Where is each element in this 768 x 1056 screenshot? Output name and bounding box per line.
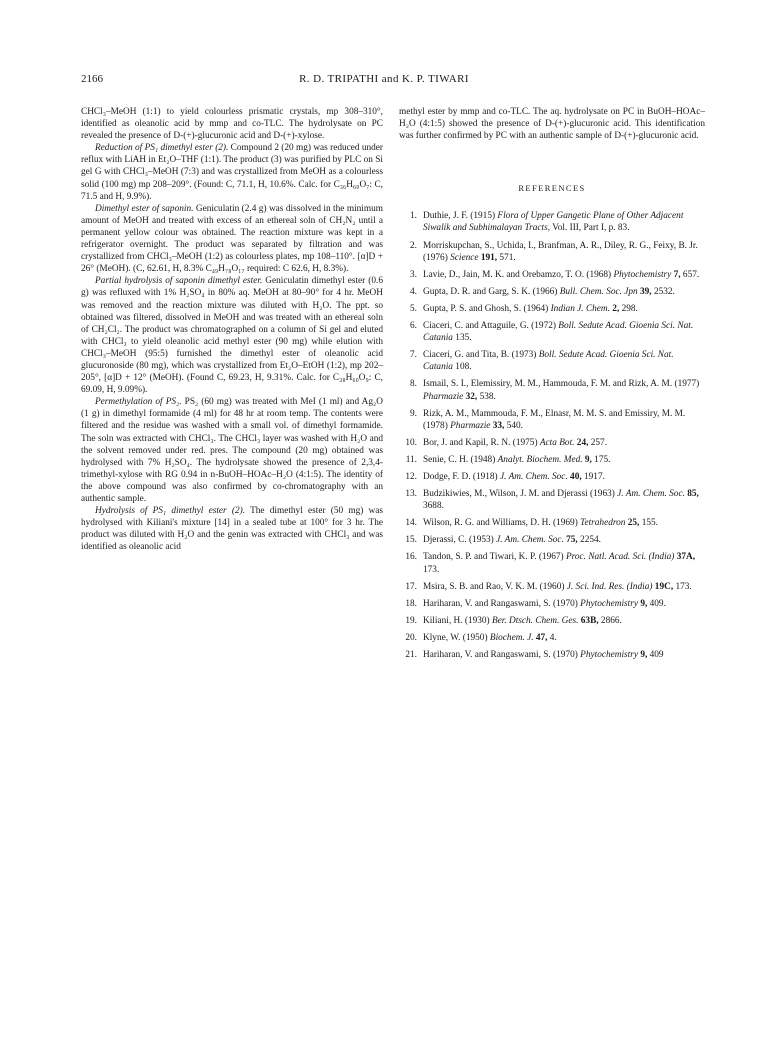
paragraph <box>81 275 383 396</box>
reference-text <box>423 632 705 644</box>
reference-item <box>399 378 705 402</box>
reference-item <box>399 240 705 264</box>
reference-journal: Phytochemistry <box>613 269 672 280</box>
reference-vol: 9, <box>582 454 592 465</box>
reference-number: 21. <box>405 650 417 660</box>
reference-journal: J. Am. Chem. Soc. <box>617 489 685 500</box>
reference-authors: Klyne, W. (1950) <box>423 632 490 643</box>
reference-vol: 32, <box>463 391 478 402</box>
reference-item <box>399 349 705 373</box>
reference-vol: 19C, <box>652 581 674 592</box>
reference-journal: Phytochemistry <box>580 598 639 609</box>
reference-text <box>423 598 705 610</box>
reference-text <box>423 408 705 432</box>
reference-text <box>423 488 705 512</box>
reference-item <box>399 454 705 466</box>
reference-rest: 409. <box>647 598 666 609</box>
reference-number: 11. <box>405 454 417 465</box>
run-in-heading: Partial hydrolysis of saponin dimethyl ester. <box>95 276 263 287</box>
reference-authors: Msira, S. B. and Rao, V. K. M. (1960) <box>423 581 567 592</box>
reference-text <box>423 517 705 529</box>
reference-journal: Bull. Chem. Soc. Jpn <box>559 286 638 297</box>
reference-text <box>423 454 705 466</box>
reference-text <box>423 615 705 627</box>
reference-authors: Budzikiwies, M., Wilson, J. M. and Djerassi (1963) <box>423 489 618 500</box>
run-in-heading: Dimethyl ester of saponin. <box>95 203 194 214</box>
reference-text <box>423 240 705 264</box>
reference-authors: Duthie, J. F. (1915) <box>423 211 498 222</box>
reference-journal: Science <box>450 252 479 263</box>
reference-journal: J. Sci. Ind. Res. (India) <box>566 581 653 592</box>
reference-number: 12. <box>405 471 417 482</box>
reference-item <box>399 551 705 575</box>
reference-vol: 37A, <box>674 552 696 563</box>
reference-number: 9. <box>410 408 417 419</box>
reference-rest: 538. <box>477 391 496 402</box>
reference-journal: Boll. Sedute Acad. Gioenia Sci. Nat. Catania <box>423 321 694 344</box>
reference-item <box>399 471 705 483</box>
reference-authors: Ismail, S. I., Elemissiry, M. M., Hammouda, F. M. and Rizk, A. M. (1977) <box>423 379 700 390</box>
reference-vol: 85, <box>684 489 699 500</box>
reference-authors: Ciaceri, C. and Attaguile, G. (1972) <box>423 321 559 332</box>
reference-item <box>399 269 705 281</box>
reference-text <box>423 349 705 373</box>
reference-item <box>399 534 705 546</box>
reference-vol: 2, <box>609 303 620 314</box>
reference-vol: 33, <box>490 420 505 431</box>
reference-number: 16. <box>405 552 417 563</box>
reference-authors: Wilson, R. G. and Williams, D. H. (1969) <box>423 518 581 529</box>
reference-journal: Flora of Upper Gangetic Plane of Other Adjacent Siwalik and Subhimalayan Tracts, <box>423 211 684 234</box>
reference-item <box>399 303 705 315</box>
reference-vol: 39, <box>637 286 652 297</box>
reference-item <box>399 581 705 593</box>
reference-text <box>423 437 705 449</box>
reference-number: 13. <box>405 489 417 500</box>
reference-number: 17. <box>405 581 417 592</box>
reference-rest: 173. <box>423 564 440 575</box>
run-in-heading: Permethylation of PS₂. <box>95 397 182 408</box>
reference-item <box>399 488 705 512</box>
reference-item <box>399 598 705 610</box>
reference-vol: 75, <box>563 535 578 546</box>
reference-text <box>423 649 705 661</box>
reference-rest: 155. <box>639 518 658 529</box>
reference-number: 10. <box>405 437 417 448</box>
reference-text <box>423 210 705 234</box>
reference-number: 18. <box>405 598 417 609</box>
reference-authors: Djerassi, C. (1953) <box>423 535 497 546</box>
reference-rest: 540. <box>504 420 523 431</box>
run-in-heading: Reduction of PS₁ dimethyl ester (2). <box>95 143 229 154</box>
paragraph <box>81 106 383 142</box>
paragraph-text: Geniculatin dimethyl ester (0.6 g) was refluxed with 1% H₂SO₄ in 80% aq. MeOH at 80–90° for 4 hr. MeOH was removed and the reaction mixture was diluted with H₂O. The ppt. so obtained was filtered, dissolved in MeOH and was treated with an ethereal soln of CH₂Cl₂. The product was chromatographed on a column of Si gel and eluted with CHCl₃ to yield oleanolic acid methyl ester (90 mg) while elution with CHCl₃–MeOH (95:5) furnished the dimethyl ester of oleanolic acid glucuronoside (80 mg), which was crystallized from Et₂O–EtOH (1:2), mp 202–205°, [α]D + 12° (MeOH). (Found C, 69.23, H, 9.31%. Calc. for C₃₈H₆₀O₉: C, 69.09, H, 9.09%). <box>81 276 383 396</box>
reference-rest: 657. <box>680 269 700 280</box>
reference-rest: 175. <box>591 454 611 465</box>
reference-text <box>423 378 705 402</box>
paragraph <box>81 396 383 505</box>
reference-number: 4. <box>410 286 417 297</box>
paragraph <box>81 142 383 202</box>
paragraph-text: CHCl₃–MeOH (1:1) to yield colourless prismatic crystals, mp 308–310°, identified as oleanolic acid by mmp and co-TLC. The hydrolysate on PC revealed the presence of D-(+)-glucuronic acid and D-(+)-xylose. <box>81 107 383 142</box>
reference-vol: 25, <box>625 518 640 529</box>
reference-rest: 135. <box>452 333 472 344</box>
reference-rest: 2532. <box>651 286 675 297</box>
reference-number: 2. <box>410 240 417 251</box>
references-heading: REFERENCES <box>518 183 586 194</box>
reference-journal: Biochem. J. <box>489 632 534 643</box>
reference-journal: Acta Bot. <box>539 437 575 448</box>
reference-vol: 191, <box>478 252 498 263</box>
reference-text <box>423 471 705 483</box>
reference-item <box>399 320 705 344</box>
reference-journal: Proc. Natl. Acad. Sci. (India) <box>565 552 675 563</box>
reference-rest: 3688. <box>423 501 444 512</box>
reference-item <box>399 615 705 627</box>
reference-journal: Analyt. Biochem. Med. <box>497 454 583 465</box>
reference-text <box>423 320 705 344</box>
reference-item <box>399 632 705 644</box>
reference-number: 1. <box>410 211 417 222</box>
paragraph <box>81 203 383 276</box>
reference-number: 15. <box>405 535 417 546</box>
run-in-heading: Hydrolysis of PS₁ dimethyl ester (2). <box>95 506 246 517</box>
paragraph-text: Compound 2 (20 mg) was reduced under reflux with LiAH in Et₂O–THF (1:1). The product (3) was purified by PLC on Si gel G with CHCl₃–MeOH (7:3) and was crystallized from MeOH as a colourless solid (100 mg) mp 208–209°. (Found: C, 71.1, H, 10.6%. Calc. for C₃₆H₆₀O₇: C, 71.5 and H, 9.9%). <box>81 143 384 202</box>
running-header: R. D. TRIPATHI and K. P. TIWARI <box>299 73 469 85</box>
reference-authors: Kiliani, H. (1930) <box>423 615 492 626</box>
reference-journal: Phytochemistry <box>580 650 639 660</box>
reference-authors: Tandon, S. P. and Tiwari, K. P. (1967) <box>423 552 566 563</box>
reference-vol: 47, <box>533 632 548 643</box>
reference-authors: Bor, J. and Kapil, R. N. (1975) <box>423 437 540 448</box>
reference-journal: Indian J. Chem. <box>550 303 610 314</box>
reference-journal: Tetrahedron <box>580 518 626 529</box>
reference-item <box>399 408 705 432</box>
reference-authors: Senie, C. H. (1948) <box>423 454 498 465</box>
reference-vol: 24, <box>574 437 589 448</box>
reference-text <box>423 286 705 298</box>
reference-rest: 173. <box>673 581 692 592</box>
reference-journal: J. Am. Chem. Soc. <box>496 535 564 546</box>
reference-rest: 298. <box>619 303 638 314</box>
reference-journal: Pharmazie <box>450 420 491 431</box>
reference-number: 7. <box>410 350 417 361</box>
reference-journal: J. Am. Chem. Soc. <box>499 471 568 482</box>
reference-text <box>423 534 705 546</box>
reference-rest: 409 <box>647 650 664 660</box>
reference-number: 14. <box>405 518 417 529</box>
reference-number: 20. <box>405 632 417 643</box>
paragraph <box>81 505 383 553</box>
reference-text <box>423 581 705 593</box>
right-column <box>399 106 705 666</box>
reference-vol: 7, <box>671 269 681 280</box>
reference-rest: 257. <box>588 437 608 448</box>
reference-number: 3. <box>410 269 417 280</box>
reference-authors: Morriskupchan, S., Uchida, I., Branfman, A. R., Diley, R. G., Feixy, B. Jr. (1976) <box>423 240 698 263</box>
paragraph-text: The dimethyl ester (50 mg) was hydrolysed with Kiliani's mixture [14] in a sealed tube at 100° for 3 hr. The product was diluted with H₂O and the genin was extracted with CHCl₃ and was identified as oleanolic acid <box>81 506 383 553</box>
reference-list <box>399 210 705 661</box>
reference-number: 19. <box>405 615 417 626</box>
reference-rest: 1917. <box>581 471 605 482</box>
reference-rest: 2866. <box>598 615 622 626</box>
reference-item <box>399 649 705 661</box>
reference-journal: Pharmazie <box>423 391 464 402</box>
reference-text <box>423 303 705 315</box>
paragraph-text: Geniculatin (2.4 g) was dissolved in the minimum amount of MeOH and treated with excess of an ethereal soln of CH₂N₂ until a permanent yellow colour was obtained. The reaction mixture was kept in a refrigerator overnight. The product was separated by filtration and was crystallized from CHCl₃–MeOH (1:2) as colourless plates, mp 108–110°. [α]D + 26° (MeOH). (C, 62.61, H, 8.3% C₄₉H₇₈O₁₇ required: C 62.6, H, 8.3%). <box>81 203 383 275</box>
reference-text <box>423 269 705 281</box>
reference-authors: Hariharan, V. and Rangaswami, S. (1970) <box>423 598 581 609</box>
reference-authors: Ciaceri, G. and Tita, B. (1973) <box>423 350 539 361</box>
reference-rest: 108. <box>452 362 472 373</box>
left-column <box>81 106 383 553</box>
reference-rest: 571. <box>497 252 516 263</box>
reference-rest: 2254. <box>577 535 602 546</box>
reference-authors: Rizk, A. M., Mammouda, F. M., Elnasr, M. M. S. and Emissiry, M. M. (1978) <box>423 408 686 431</box>
reference-number: 5. <box>410 303 417 314</box>
reference-authors: Lavie, D., Jain, M. K. and Orebamzo, T. O. (1968) <box>423 269 614 280</box>
paragraph-text: PS₂ (60 mg) was treated with MeI (1 ml) and Ag₂O (1 g) in dimethyl formamide (4 ml) for 48 hr at room temp. The contents were filtered and the residue was washed with a small vol. of dimethyl formamide. The soln was extracted with CHCl₃. The CHCl₃ layer was washed with H₂O and the solvent removed under red. pres. The compound (20 mg) obtained was hydrolysed with 7% H₂SO₄. The hydrolysate showed the presence of 2,3,4-trimethyl-xylose with RG 0.94 in n-BuOH–HOAc–H₂O (4:1:5). The identity of the above compound was also confirmed by co-chromatography with an authentic sample. <box>81 397 383 504</box>
reference-journal: Ber. Dtsch. Chem. Ges. <box>491 615 579 626</box>
reference-text <box>423 551 705 575</box>
reference-vol: 40, <box>567 471 582 482</box>
reference-item <box>399 437 705 449</box>
reference-item <box>399 517 705 529</box>
reference-number: 6. <box>410 321 417 332</box>
reference-item <box>399 210 705 234</box>
reference-authors: Dodge, F. D. (1918) <box>423 471 500 482</box>
paragraph-continuation: methyl ester by mmp and co-TLC. The aq. hydrolysate on PC in BuOH–HOAc–H₂O (4:1:5) showed the presence of D-(+)-glucuronic acid. This identification was further confirmed by PC with an authentic sample of D-(+)-glucuronic acid. <box>399 107 705 142</box>
reference-vol: 9, <box>638 650 648 660</box>
reference-item <box>399 286 705 298</box>
reference-rest: Vol. III, Part I, p. 83. <box>550 223 630 234</box>
reference-rest: 4. <box>547 632 557 643</box>
reference-journal: Boll. Sedute Acad. Gioenia Sci. Nat. Catania <box>423 350 674 373</box>
reference-vol: 63B, <box>578 615 599 626</box>
reference-authors: Hariharan, V. and Rangaswami, S. (1970) <box>423 650 581 660</box>
reference-vol: 9, <box>638 598 648 609</box>
reference-number: 8. <box>410 379 417 390</box>
reference-authors: Gupta, P. S. and Ghosh, S. (1964) <box>423 303 551 314</box>
reference-authors: Gupta, D. R. and Garg, S. K. (1966) <box>423 286 560 297</box>
page-number: 2166 <box>81 73 103 85</box>
